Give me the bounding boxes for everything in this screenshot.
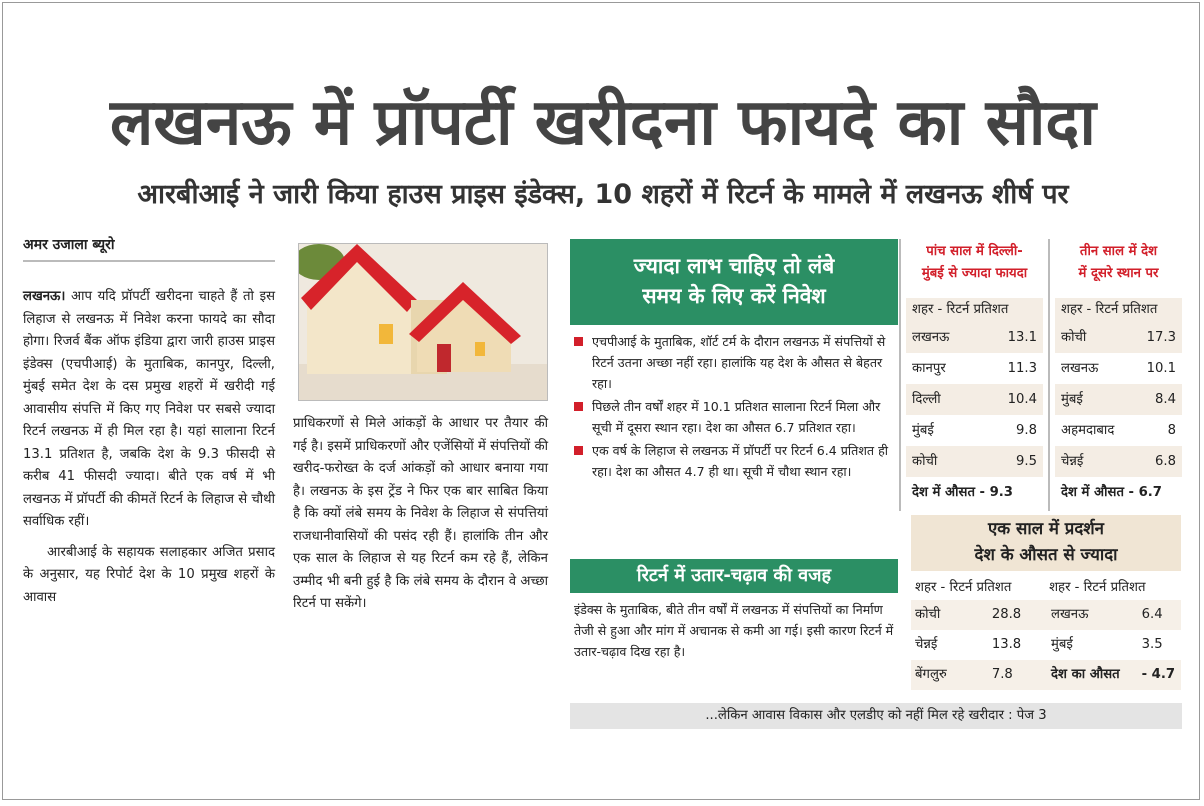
table-average-row: देश में औसत - 6.7 <box>1055 477 1182 508</box>
byline: अमर उजाला ब्यूरो <box>23 235 275 262</box>
value-cell: 9.8 <box>1016 423 1037 438</box>
houses-illustration <box>299 244 547 400</box>
five-year-table-title <box>906 241 1043 285</box>
subheadline: आरबीआई ने जारी किया हाउस प्राइस इंडेक्स, 10 शहरों में रिटर्न के मामले में लखनऊ शीर्ष पर <box>137 179 1069 210</box>
five-year-table <box>906 298 1043 508</box>
bullet-square-icon <box>574 446 583 455</box>
value-cell: 11.3 <box>1007 361 1037 376</box>
table-row <box>1055 353 1182 384</box>
table-row <box>1055 322 1182 353</box>
one-year-title-line-2: देश के औसत से ज्यादा <box>974 544 1118 564</box>
article-column-1 <box>23 286 275 609</box>
city-cell: दिल्ली <box>912 392 941 407</box>
city-cell: लखनऊ <box>1061 361 1099 376</box>
city-cell: कोची <box>912 454 938 469</box>
table-row <box>911 600 1181 630</box>
headline: लखनऊ में प्रॉपर्टी खरीदना फायदे का सौदा <box>110 86 1096 160</box>
box-subtitle: रिटर्न में उतार-चढ़ाव की वजह <box>570 559 898 593</box>
one-year-table <box>911 576 1181 690</box>
houses-image <box>298 243 548 401</box>
three-year-table-title <box>1055 241 1182 285</box>
one-year-table-title <box>911 515 1181 571</box>
bullet-square-icon <box>574 337 583 346</box>
table-row <box>906 384 1043 415</box>
table-row <box>906 446 1043 477</box>
table-row <box>906 353 1043 384</box>
five-year-title-line-1: पांच साल में दिल्ली- <box>926 244 1023 259</box>
value-cell: 17.3 <box>1146 330 1176 345</box>
table-header: शहर - रिटर्न प्रतिशत <box>906 298 1043 322</box>
average-label-cell: देश का औसत <box>1051 667 1120 682</box>
city-cell: बेंगलुरु <box>915 667 947 682</box>
bullet-item <box>570 331 890 394</box>
table-row <box>1055 384 1182 415</box>
table-row <box>906 322 1043 353</box>
table-row <box>911 630 1181 660</box>
table-row <box>911 660 1181 690</box>
table-row <box>1055 446 1182 477</box>
three-year-title-line-1: तीन साल में देश <box>1079 244 1158 259</box>
article-column-2 <box>293 413 548 616</box>
value-cell: 28.8 <box>991 607 1022 622</box>
value-cell: 8 <box>1167 423 1176 438</box>
bullet-text: एक वर्ष के लिहाज से लखनऊ में प्रॉपर्टी पर रिटर्न 6.4 प्रतिशत ही रहा। देश का औसत 4.7 ही था। सूची में चौथा स्थान रहा। <box>592 443 889 479</box>
header-right: शहर - रिटर्न प्रतिशत <box>1049 580 1146 595</box>
value-cell: 7.8 <box>991 667 1013 682</box>
article-para-3: प्राधिकरणों से मिले आंकड़ों के आधार पर तैयार की गई है। इसमें प्राधिकरणों और एजेंसियों में संपत्तियों की खरीद-फरोख्त के दर्ज आंकड़ों को आधार बनाया गया है। लखनऊ के इस ट्रेंड ने फिर एक बार साबित किया है कि क्यों लंबे समय के निवेश के लिहाज से संपत्तियां राजधानीवासियों की पसंद रही हैं। हालांकि तीन और एक साल के लिहाज से यह रिटर्न कम रहे हैं, लेकिन उम्मीद भी बनी हुई है कि लंबे समय के दौरान वे अच्छा रिटर्न पा सकेंगे। <box>293 416 548 611</box>
box-bullets <box>570 331 890 484</box>
value-cell: 6.8 <box>1155 454 1176 469</box>
table-row <box>906 415 1043 446</box>
bullet-text: पिछले तीन वर्षों शहर में 10.1 प्रतिशत सालाना रिटर्न मिला और सूची में दूसरा स्थान रहा। देश का औसत 6.7 प्रतिशत रहा। <box>592 399 881 435</box>
article-para-2: आरबीआई के सहायक सलाहकार अजित प्रसाद के अनुसार, यह रिपोर्ट देश के 10 प्रमुख शहरों के आवास <box>23 544 275 605</box>
article-para-1 <box>23 286 275 534</box>
table-header: शहर - रिटर्न प्रतिशत <box>1055 298 1182 322</box>
value-cell: 9.5 <box>1016 454 1037 469</box>
bullet-square-icon <box>574 402 583 411</box>
city-cell: लखनऊ <box>912 330 950 345</box>
para-1-text: आप यदि प्रॉपर्टी खरीदना चाहते हैं तो इस लिहाज से लखनऊ में निवेश करना फायदे का सौदा होगा। रिजर्व बैंक ऑफ इंडिया द्वारा जारी हाउस प्राइस इंडेक्स (एचपीआई) के मुताबिक, कानपुर, दिल्ली, मुंबई समेत देश के दस प्रमुख शहरों में खरीदी गई आवासीय संपत्ति में किए गए निवेश पर सबसे ज्यादा रिटर्न लखनऊ में ही मिल रहा है। यहां सालाना रिटर्न 13.1 प्रतिशत है, जबकि देश के 9.3 फीसदी से करीब 41 फीसदी ज्यादा। बीते एक वर्ष में भी लखनऊ में प्रॉपर्टी की कीमतें रिटर्न के लिहाज से चौथी सर्वाधिक रहीं। <box>23 289 275 529</box>
bullet-item <box>570 396 890 438</box>
page-reference-footer: ...लेकिन आवास विकास और एलडीए को नहीं मिल रहे खरीदार : पेज 3 <box>570 703 1182 729</box>
three-year-table <box>1055 298 1182 508</box>
box-title-line-2: समय के लिए करें निवेश <box>642 284 826 308</box>
three-year-title-line-2: में दूसरे स्थान पर <box>1078 266 1159 281</box>
city-cell: मुंबई <box>1051 637 1073 652</box>
divider <box>1048 239 1050 511</box>
divider <box>899 239 901 511</box>
box-title <box>570 239 898 325</box>
city-cell: मुंबई <box>1061 392 1083 407</box>
bullet-text: एचपीआई के मुताबिक, शॉर्ट टर्म के दौरान लखनऊ में संपत्तियों से रिटर्न उतना अच्छा नहीं रहा। हालांकि यह देश के औसत से बेहतर रहा। <box>592 334 886 391</box>
city-cell: कोची <box>1061 330 1087 345</box>
value-cell: 8.4 <box>1155 392 1176 407</box>
box-reason-text: इंडेक्स के मुताबिक, बीते तीन वर्षों में लखनऊ में संपत्तियों का निर्माण तेजी से हुआ और मांग में अचानक से कमी आ गई। इसी कारण रिटर्न में उतार-चढ़ाव दिख रहा है। <box>574 602 894 659</box>
table-average-row: देश में औसत - 9.3 <box>906 477 1043 508</box>
one-year-title-line-1: एक साल में प्रदर्शन <box>988 518 1104 538</box>
value-cell: 10.4 <box>1007 392 1037 407</box>
box-title-line-1: ज्यादा लाभ चाहिए तो लंबे <box>633 254 835 278</box>
city-cell: अहमदाबाद <box>1061 423 1115 438</box>
five-year-title-line-2: मुंबई से ज्यादा फायदा <box>921 266 1028 281</box>
city-cell: कोची <box>915 607 941 622</box>
city-cell: चेन्नई <box>1061 454 1084 469</box>
table-row <box>1055 415 1182 446</box>
dateline: लखनऊ। <box>23 289 66 304</box>
value-cell: 13.1 <box>1007 330 1037 345</box>
table-header <box>911 576 1181 600</box>
city-cell: मुंबई <box>912 423 934 438</box>
city-cell: कानपुर <box>912 361 946 376</box>
average-value-cell: - 4.7 <box>1141 667 1176 682</box>
value-cell: 13.8 <box>991 637 1022 652</box>
value-cell: 6.4 <box>1141 607 1163 622</box>
city-cell: चेन्नई <box>915 637 938 652</box>
value-cell: 3.5 <box>1141 637 1163 652</box>
header-left: शहर - रिटर्न प्रतिशत <box>915 580 1012 595</box>
value-cell: 10.1 <box>1146 361 1176 376</box>
city-cell: लखनऊ <box>1051 607 1089 622</box>
newspaper-clipping <box>2 2 1200 800</box>
bullet-item <box>570 440 890 482</box>
